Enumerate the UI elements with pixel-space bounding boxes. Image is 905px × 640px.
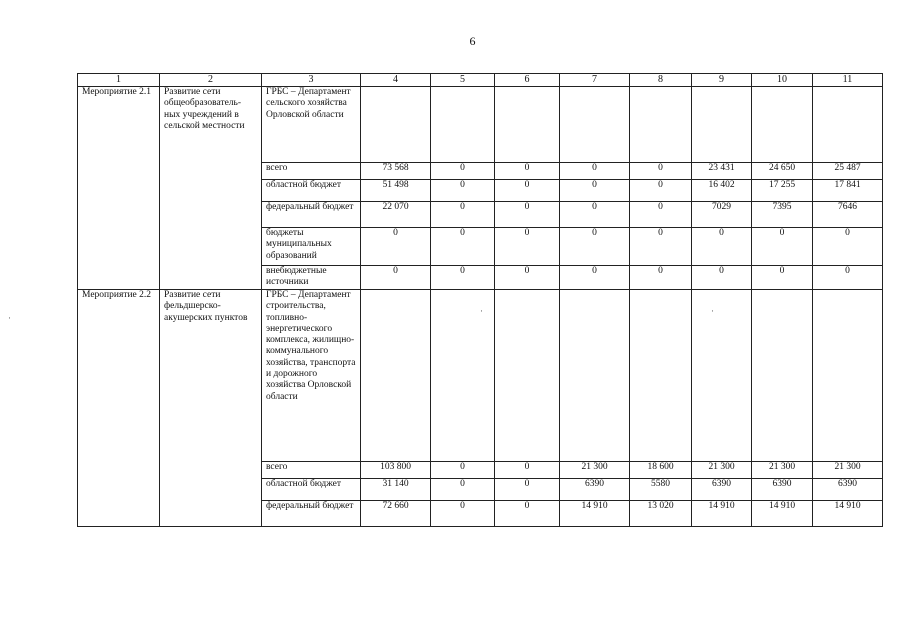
value-cell: 0 [495, 479, 560, 501]
value-cell: 0 [630, 228, 692, 266]
value-cell: 23 431 [692, 163, 752, 180]
funding-source: бюджеты муниципальных образований [262, 228, 361, 266]
value-cell: 25 487 [813, 163, 883, 180]
grbs-cell: ГРБС – Департамент строительства, топливно-энергетического комплекса, жилищно-коммунального хозяйства, транспорта и дорожного хозяйства Орловской области [262, 290, 361, 462]
value-cell: 0 [431, 180, 495, 202]
funding-source: всего [262, 462, 361, 479]
value-cell: 21 300 [692, 462, 752, 479]
value-cell: 21 300 [752, 462, 813, 479]
value-cell: 0 [560, 266, 630, 290]
value-cell: 0 [495, 163, 560, 180]
value-cell: 0 [431, 501, 495, 527]
value-cell: 5580 [630, 479, 692, 501]
column-header: 5 [431, 74, 495, 87]
value-cell: 7395 [752, 202, 813, 228]
funding-source: федеральный бюджет [262, 501, 361, 527]
value-cell: 0 [630, 180, 692, 202]
value-cell: 14 910 [813, 501, 883, 527]
value-cell: 31 140 [361, 479, 431, 501]
value-cell: 18 600 [630, 462, 692, 479]
value-cell: 0 [752, 266, 813, 290]
funding-source: внебюджетные источники [262, 266, 361, 290]
column-header: 9 [692, 74, 752, 87]
value-cell: 0 [560, 163, 630, 180]
value-cell: 0 [495, 180, 560, 202]
value-cell: 0 [495, 501, 560, 527]
value-cell: 0 [630, 266, 692, 290]
value-cell: 22 070 [361, 202, 431, 228]
value-cell: 14 910 [560, 501, 630, 527]
value-cell: 0 [431, 479, 495, 501]
value-cell: 21 300 [560, 462, 630, 479]
column-header: 4 [361, 74, 431, 87]
value-cell: 0 [361, 266, 431, 290]
column-header: 1 [78, 74, 160, 87]
value-cell: 0 [495, 202, 560, 228]
value-cell: 0 [495, 462, 560, 479]
value-cell: 21 300 [813, 462, 883, 479]
value-cell: 73 568 [361, 163, 431, 180]
value-cell: 0 [752, 228, 813, 266]
value-cell: 6390 [560, 479, 630, 501]
value-cell: 0 [692, 228, 752, 266]
value-cell: 14 910 [692, 501, 752, 527]
value-cell: 0 [431, 163, 495, 180]
column-header: 10 [752, 74, 813, 87]
budget-table [77, 73, 883, 527]
value-cell: 14 910 [752, 501, 813, 527]
value-cell: 0 [813, 228, 883, 266]
funding-source: областной бюджет [262, 479, 361, 501]
funding-source: областной бюджет [262, 180, 361, 202]
value-cell: 103 800 [361, 462, 431, 479]
measure-label: Мероприятие 2.1 [78, 87, 160, 290]
scan-speck: · [8, 313, 11, 323]
value-cell: 0 [495, 228, 560, 266]
page-number: 6 [469, 34, 476, 48]
value-cell: 0 [431, 462, 495, 479]
value-cell: 0 [431, 202, 495, 228]
measure-row [78, 87, 883, 163]
value-cell: 0 [431, 266, 495, 290]
value-cell: 0 [560, 180, 630, 202]
column-header: 7 [560, 74, 630, 87]
value-cell: 51 498 [361, 180, 431, 202]
value-cell: 0 [630, 163, 692, 180]
measure-description: Развитие сети общеобразователь-ных учреждений в сельской местности [160, 87, 262, 290]
measure-label: Мероприятие 2.2 [78, 290, 160, 527]
value-cell: 0 [361, 228, 431, 266]
value-cell: 24 650 [752, 163, 813, 180]
grbs-cell: ГРБС – Департамент сельского хозяйства Орловской области [262, 87, 361, 163]
funding-source: всего [262, 163, 361, 180]
value-cell: 17 841 [813, 180, 883, 202]
column-header: 6 [495, 74, 560, 87]
value-cell: 72 660 [361, 501, 431, 527]
value-cell: 0 [813, 266, 883, 290]
value-cell: 6390 [752, 479, 813, 501]
column-number-row [78, 74, 883, 87]
value-cell: 7029 [692, 202, 752, 228]
funding-source: федеральный бюджет [262, 202, 361, 228]
value-cell: 0 [692, 266, 752, 290]
value-cell: 13 020 [630, 501, 692, 527]
column-header: 8 [630, 74, 692, 87]
value-cell: 0 [495, 266, 560, 290]
column-header: 2 [160, 74, 262, 87]
measure-description: Развитие сети фельдшерско-акушерских пунктов [160, 290, 262, 527]
column-header: 11 [813, 74, 883, 87]
value-cell: 0 [630, 202, 692, 228]
scan-speck: · [711, 306, 714, 316]
value-cell: 0 [560, 228, 630, 266]
value-cell: 17 255 [752, 180, 813, 202]
value-cell: 0 [560, 202, 630, 228]
value-cell: 16 402 [692, 180, 752, 202]
value-cell: 6390 [692, 479, 752, 501]
scan-speck: · [480, 306, 483, 316]
value-cell: 7646 [813, 202, 883, 228]
column-header: 3 [262, 74, 361, 87]
value-cell: 0 [431, 228, 495, 266]
value-cell: 6390 [813, 479, 883, 501]
